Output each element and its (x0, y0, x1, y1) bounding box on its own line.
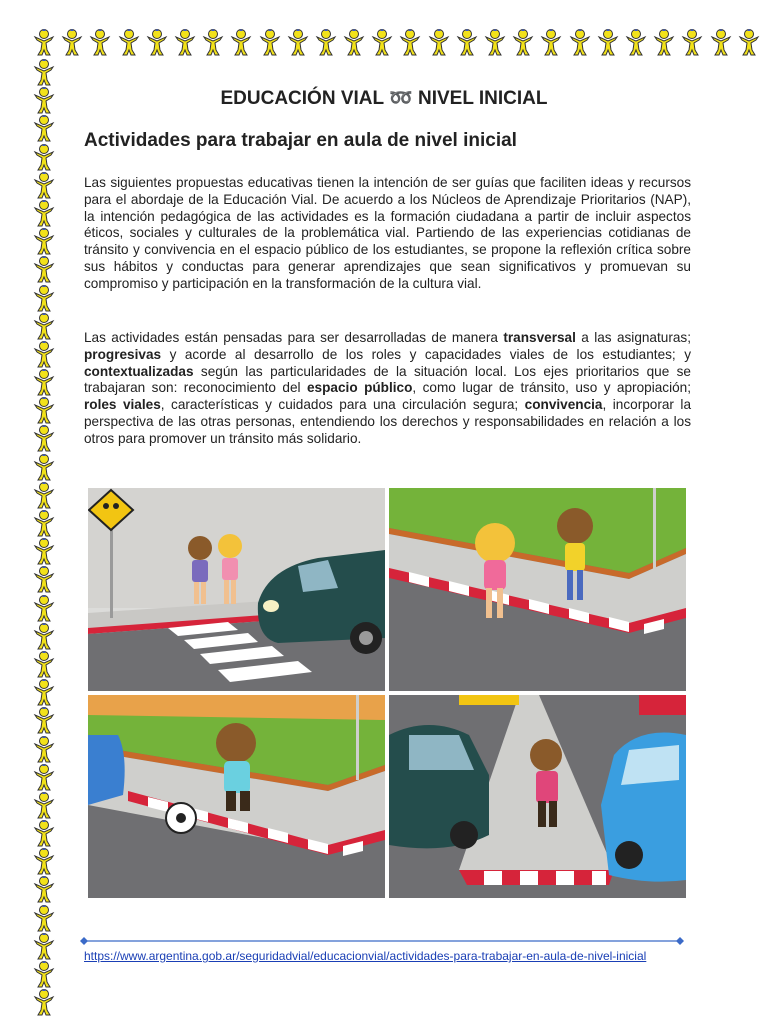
illustration-girls-sidewalk (389, 488, 686, 691)
kid-border-icon (30, 847, 58, 875)
kid-border-icon (30, 340, 58, 368)
kid-border-icon (30, 481, 58, 509)
illustration-boy-ball (88, 695, 385, 898)
kid-border-icon (30, 368, 58, 396)
kid-border-icon (30, 312, 58, 340)
kid-border-icon (622, 28, 650, 56)
kid-border-icon (566, 28, 594, 56)
kid-border-icon (735, 28, 763, 56)
kid-border-icon (256, 28, 284, 56)
kid-border-icon (227, 28, 255, 56)
kid-border-icon (481, 28, 509, 56)
kid-border-icon (30, 819, 58, 847)
kid-border-icon (368, 28, 396, 56)
kid-border-icon (30, 227, 58, 255)
kid-border-icon (143, 28, 171, 56)
kid-border-icon (30, 453, 58, 481)
decorative-border-top (30, 28, 768, 58)
kid-border-icon (115, 28, 143, 56)
kid-border-icon (30, 199, 58, 227)
page-title: EDUCACIÓN VIAL ➿ NIVEL INICIAL (220, 88, 548, 109)
kid-border-icon (30, 763, 58, 791)
kid-border-icon (30, 143, 58, 171)
kid-border-icon (396, 28, 424, 56)
kid-border-icon (30, 706, 58, 734)
kid-border-icon (340, 28, 368, 56)
kid-border-icon (650, 28, 678, 56)
kid-border-icon (30, 424, 58, 452)
kid-border-icon (30, 537, 58, 565)
activities-paragraph: Las actividades están pensadas para ser desarrolladas de manera transversal a las asignaturas; progresivas y acorde al desarrollo de los roles y capacidades viales de los estudiantes; y contextualizadas según las particularidades de la situación local. Los ejes prioritarios que se trabajaran son: reconocimiento del espacio público, como lugar de tránsito, uso y apropiación; roles viales, características y cuidados para una circulación segura; convivencia, incorporar la perspectiva de las otras personas, entendiendo los derechos y responsabilidades en relación a los otros para promover un tránsito más solidario. (84, 330, 692, 446)
kid-border-icon (30, 594, 58, 622)
kid-border-icon (30, 735, 58, 763)
kid-border-icon (284, 28, 312, 56)
kid-border-icon (425, 28, 453, 56)
kid-border-icon (678, 28, 706, 56)
kid-border-icon (86, 28, 114, 56)
kid-border-icon (30, 904, 58, 932)
kid-border-icon (30, 678, 58, 706)
illustration-grid (88, 488, 686, 898)
divider-line (80, 937, 684, 945)
kid-border-icon (58, 28, 86, 56)
intro-paragraph: Las siguientes propuestas educativas tienen la intención de ser guías que faciliten ideas y recursos para el abordaje de la Educación Vial. De acuerdo a los Núcleos de Aprendizaje Prioritarios (NAP), la intención pedagógica de las actividades es la formación ciudadana a partir de incluir aspectos éticos, sociales y culturales de la problemática vial. Partiendo de las experiencias cotidianas de tránsito y convivencia en el espacio público de los estudiantes, se propone la reflexión crítica sobre sus hábitos y conductas para generar aprendizajes que sean significativos y promuevan su compromiso y participación en la transformación de la cultura vial. (84, 175, 691, 291)
illustration-median-cars (389, 695, 686, 898)
kid-border-icon (30, 791, 58, 819)
kid-border-icon (30, 114, 58, 142)
kid-border-icon (30, 284, 58, 312)
kid-border-icon (312, 28, 340, 56)
decorative-border-left (30, 58, 60, 1024)
kid-border-icon (30, 988, 58, 1016)
kid-border-icon (537, 28, 565, 56)
kid-border-icon (707, 28, 735, 56)
kid-border-icon (594, 28, 622, 56)
kid-border-icon (30, 171, 58, 199)
kid-border-icon (30, 58, 58, 86)
kid-border-icon (30, 28, 58, 56)
kid-border-icon (30, 565, 58, 593)
section-subtitle: Actividades para trabajar en aula de nivel inicial (84, 130, 517, 151)
kid-border-icon (30, 932, 58, 960)
kid-border-icon (30, 650, 58, 678)
kid-border-icon (30, 960, 58, 988)
kid-border-icon (171, 28, 199, 56)
illustration-crosswalk (88, 488, 385, 691)
kid-border-icon (30, 875, 58, 903)
kid-border-icon (30, 509, 58, 537)
kid-border-icon (453, 28, 481, 56)
kid-border-icon (509, 28, 537, 56)
kid-border-icon (30, 396, 58, 424)
source-link[interactable]: https://www.argentina.gob.ar/seguridadvial/educacionvial/actividades-para-trabajar-en-aula-de-nivel-inicial (84, 949, 647, 963)
kid-border-icon (30, 622, 58, 650)
kid-border-icon (199, 28, 227, 56)
kid-border-icon (30, 255, 58, 283)
